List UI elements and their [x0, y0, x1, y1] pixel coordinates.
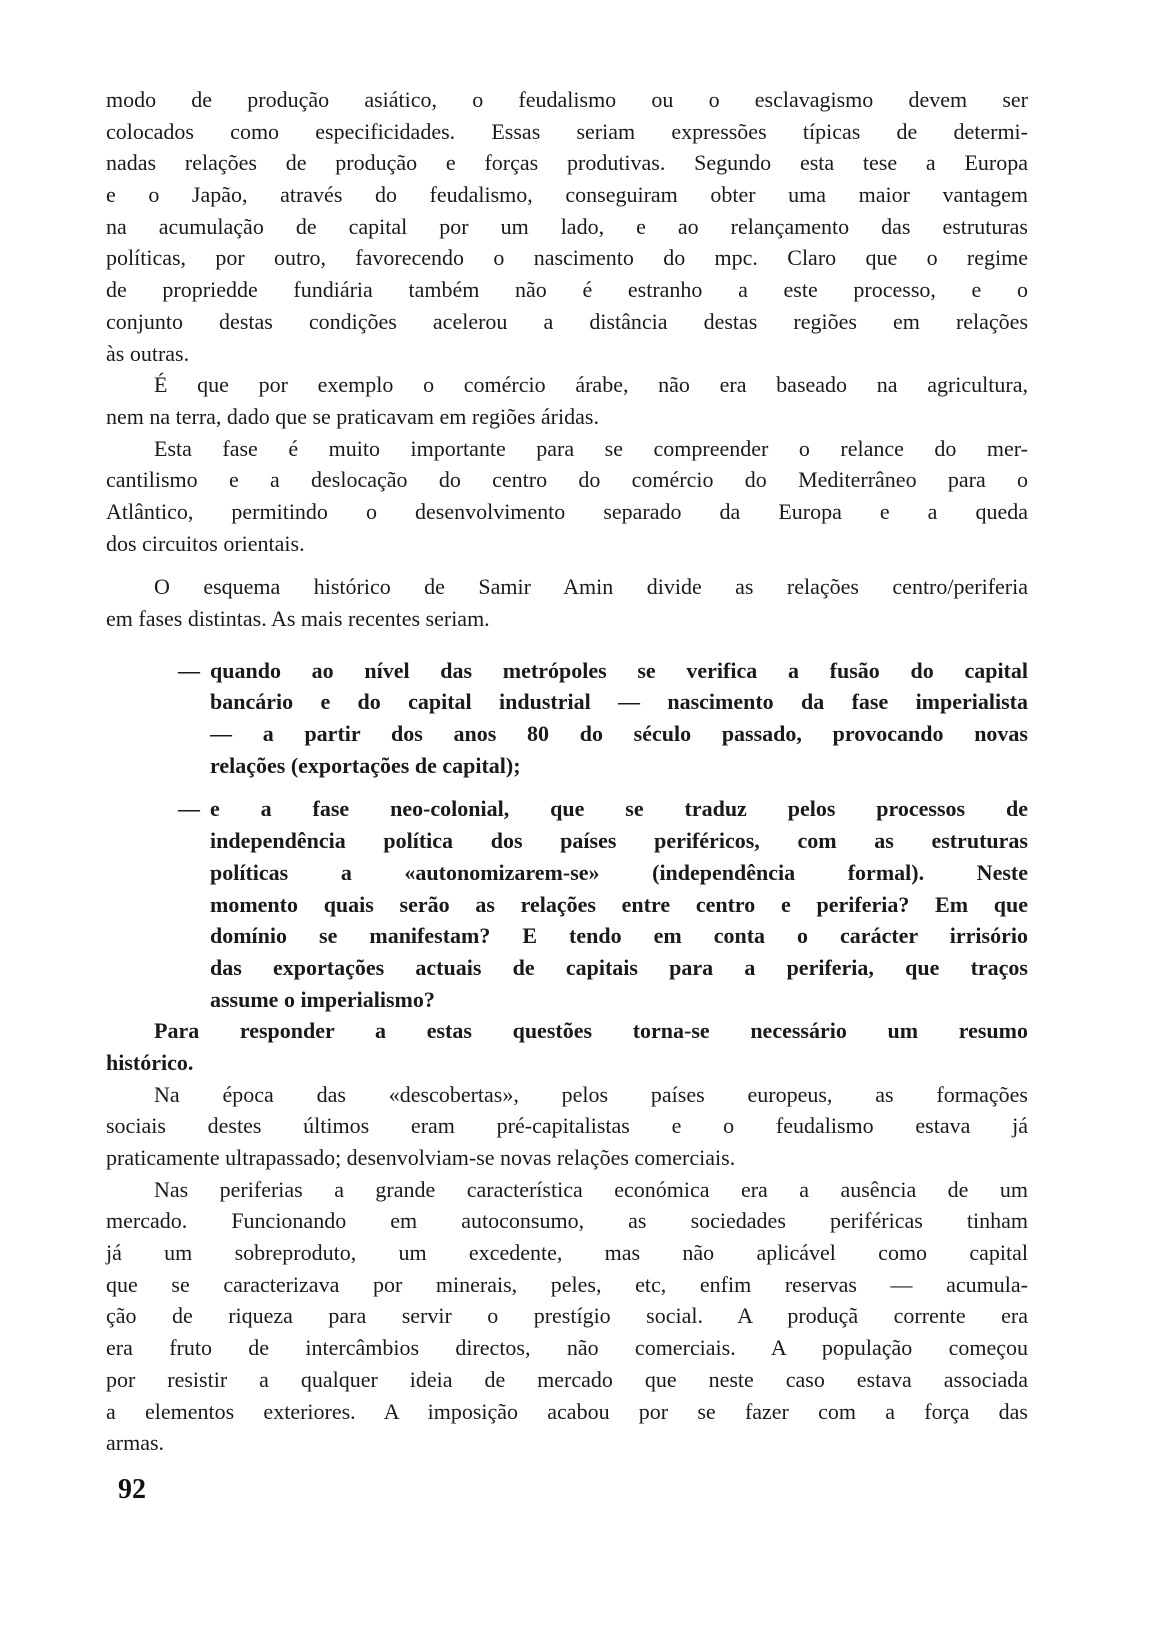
text-line: mercado. Funcionando em autoconsumo, as sociedades periféricas tinham	[106, 1208, 1028, 1234]
text-line: assume o imperialismo?	[210, 986, 435, 1012]
text-line: às outras.	[106, 340, 190, 366]
text-line: Esta fase é muito importante para se compreender o relance do mer-	[154, 435, 1028, 461]
paragraph	[106, 1079, 1028, 1174]
text-line: relações (exportações de capital);	[210, 752, 521, 778]
text-line: nadas relações de produção e forças produtivas. Segundo esta tese a Europa	[106, 150, 1028, 176]
text-line: dos circuitos orientais.	[106, 530, 305, 556]
page-body	[106, 84, 1028, 1459]
text-line-content: e a fase neo-colonial, que se traduz pelos processos de	[210, 796, 1028, 822]
paragraph	[106, 84, 1028, 369]
list-item	[178, 655, 1028, 782]
paragraph	[106, 369, 1028, 432]
text-line: nem na terra, dado que se praticavam em regiões áridas.	[106, 403, 599, 429]
text-line: modo de produção asiático, o feudalismo ou o esclavagismo devem ser	[106, 87, 1028, 112]
text-line: cantilismo e a deslocação do centro do comércio do Mediterrâneo para o	[106, 467, 1028, 493]
text-line	[178, 655, 1028, 687]
text-line: e o Japão, através do feudalismo, conseguiram obter uma maior vantagem	[106, 182, 1028, 208]
paragraph	[106, 1174, 1028, 1459]
paragraph	[106, 1015, 1028, 1078]
text-line	[178, 793, 1028, 825]
paragraph	[106, 433, 1028, 560]
text-line: por resistir a qualquer ideia de mercado que neste caso estava associada	[106, 1366, 1028, 1392]
text-line: Para responder a estas questões torna-se necessário um resumo	[154, 1018, 1028, 1044]
text-line: É que por exemplo o comércio árabe, não era baseado na agricultura,	[154, 372, 1028, 398]
text-line: a elementos exteriores. A imposição acabou por se fazer com a força das	[106, 1398, 1028, 1424]
paragraph	[106, 571, 1028, 634]
text-line: praticamente ultrapassado; desenvolviam-se novas relações comerciais.	[106, 1145, 736, 1170]
text-line: Atlântico, permitindo o desenvolvimento separado da Europa e a queda	[106, 498, 1028, 524]
text-line: histórico.	[106, 1049, 194, 1075]
text-line: ção de riqueza para servir o prestígio social. A produçã corrente era	[106, 1303, 1028, 1329]
text-line: momento quais serão as relações entre centro e periferia? Em que	[210, 891, 1028, 917]
text-line: bancário e do capital industrial — nascimento da fase imperialista	[210, 689, 1028, 715]
text-line: que se caracterizava por minerais, peles, etc, enfim reservas — acumula-	[106, 1271, 1028, 1297]
text-line: políticas, por outro, favorecendo o nascimento do mpc. Claro que o regime	[106, 245, 1028, 271]
text-line: independência política dos países periféricos, com as estruturas	[210, 828, 1028, 854]
text-line: Nas periferias a grande característica económica era a ausência de um	[154, 1176, 1028, 1202]
text-line: armas.	[106, 1430, 165, 1456]
list-dash: —	[178, 657, 200, 683]
text-line: em fases distintas. As mais recentes seriam.	[106, 606, 490, 631]
text-line: de propriedde fundiária também não é estranho a este processo, e o	[106, 277, 1028, 303]
text-line-content: quando ao nível das metrópoles se verifica a fusão do capital	[210, 657, 1028, 683]
list-item	[178, 793, 1028, 1015]
text-line: já um sobreproduto, um excedente, mas não aplicável como capital	[106, 1240, 1028, 1266]
text-line: políticas a «autonomizarem-se» (independência formal). Neste	[210, 859, 1028, 885]
text-line: O esquema histórico de Samir Amin divide as relações centro/periferia	[154, 574, 1028, 600]
text-line: era fruto de intercâmbios directos, não comerciais. A população começou	[106, 1335, 1028, 1361]
text-line: Na época das «descobertas», pelos países europeus, as formações	[154, 1081, 1028, 1107]
list-dash: —	[178, 796, 200, 822]
text-line: domínio se manifestam? E tendo em conta o carácter irrisório	[210, 923, 1028, 949]
text-line: na acumulação de capital por um lado, e ao relançamento das estruturas	[106, 213, 1028, 239]
text-line: sociais destes últimos eram pré-capitalistas e o feudalismo estava já	[106, 1113, 1028, 1139]
text-line: das exportações actuais de capitais para a periferia, que traços	[210, 954, 1028, 980]
text-line: — a partir dos anos 80 do século passado, provocando novas	[210, 721, 1028, 747]
text-line: colocados como especificidades. Essas seriam expressões típicas de determi-	[106, 118, 1028, 144]
text-line: conjunto destas condições acelerou a distância destas regiões em relações	[106, 308, 1028, 334]
page-number: 92	[118, 1474, 146, 1505]
